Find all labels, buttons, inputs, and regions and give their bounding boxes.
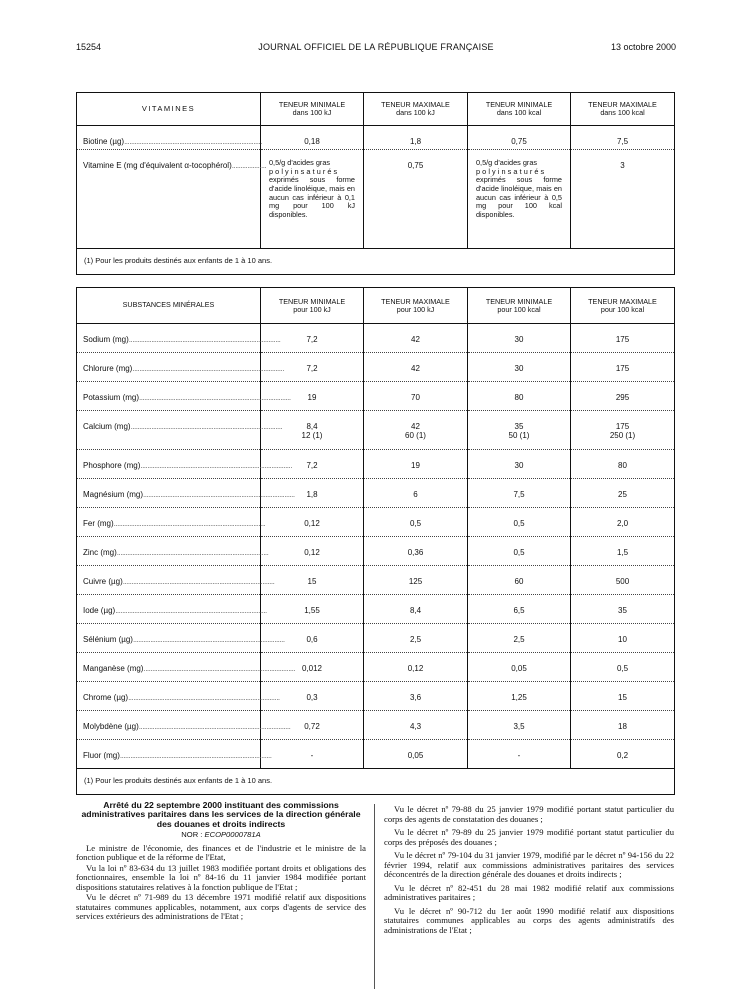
table-cell: 42 bbox=[364, 353, 468, 382]
table-cell: 0,012 bbox=[261, 653, 364, 682]
paragraph: Vu le décret nº 79-89 du 25 janvier 1979 modifié portant statut particulier du corps des préposés des douanes ; bbox=[384, 827, 674, 847]
table-cell: 0,5 bbox=[468, 508, 571, 537]
table-cell: 125 bbox=[364, 566, 468, 595]
table-row bbox=[77, 353, 675, 382]
column-divider bbox=[374, 804, 375, 989]
table-cell: 0,36 bbox=[364, 537, 468, 566]
paragraph: Le ministre de l'économie, des finances et de l'industrie et le ministre de la fonction publique et de la réforme de l'Etat, bbox=[76, 842, 366, 863]
table-row bbox=[77, 150, 675, 249]
table-cell: 2,0 bbox=[571, 508, 675, 537]
row-label: Manganèse (mg)........................................................................................ bbox=[77, 653, 261, 682]
table-cell: 10 bbox=[571, 624, 675, 653]
table-cell: 0,75 bbox=[468, 126, 571, 150]
table-cell: 0,05 bbox=[364, 740, 468, 769]
table-cell: 1,25 bbox=[468, 682, 571, 711]
column-header: SUBSTANCES MINÉRALES bbox=[77, 288, 261, 324]
table-row bbox=[77, 450, 675, 479]
table-header-row bbox=[77, 288, 675, 324]
table-cell: 4,3 bbox=[364, 711, 468, 740]
table-cell: 1,8 bbox=[261, 479, 364, 508]
table-row bbox=[77, 566, 675, 595]
table-cell: 3 bbox=[571, 150, 675, 249]
table-cell: 0,5 bbox=[364, 508, 468, 537]
table-cell: 175 bbox=[571, 353, 675, 382]
table-cell: 0,75 bbox=[364, 150, 468, 249]
table-row bbox=[77, 324, 675, 353]
table-row bbox=[77, 711, 675, 740]
table-row bbox=[77, 508, 675, 537]
table-cell: 30 bbox=[468, 450, 571, 479]
row-label: Potassium (mg)........................................................................................ bbox=[77, 382, 261, 411]
footnote: (1) Pour les produits destinés aux enfants de 1 à 10 ans. bbox=[77, 248, 675, 274]
table-cell: 35 bbox=[571, 595, 675, 624]
table-cell: - bbox=[261, 740, 364, 769]
table-cell: 0,12 bbox=[364, 653, 468, 682]
table-cell: 15 bbox=[571, 682, 675, 711]
table-cell: 0,3 bbox=[261, 682, 364, 711]
table-cell: 42 bbox=[364, 324, 468, 353]
table-cell: 0,05 bbox=[468, 653, 571, 682]
table-cell: 19 bbox=[364, 450, 468, 479]
table-cell: 7,5 bbox=[571, 126, 675, 150]
column-header: TENEUR MAXIMALE dans 100 kcal bbox=[571, 93, 675, 126]
row-label: Fer (mg)........................................................................................ bbox=[77, 508, 261, 537]
column-header: TENEUR MINIMALE pour 100 kJ bbox=[261, 288, 364, 324]
table-row bbox=[77, 382, 675, 411]
vitamins-table bbox=[76, 92, 675, 275]
journal-title: JOURNAL OFFICIEL DE LA RÉPUBLIQUE FRANÇAISE bbox=[258, 42, 494, 52]
footnote: (1) Pour les produits destinés aux enfants de 1 à 10 ans. bbox=[77, 769, 675, 795]
table-cell: 7,2 bbox=[261, 324, 364, 353]
column-header: TENEUR MINIMALE dans 100 kcal bbox=[468, 93, 571, 126]
table-cell: 2,5 bbox=[364, 624, 468, 653]
table-cell: 25 bbox=[571, 479, 675, 508]
table-cell: 7,2 bbox=[261, 450, 364, 479]
table-cell: 0,5/g d'acides gras polyinsaturés exprimés sous forme d'acide linoléique, mais en aucun cas inférieur à 0,1 mg pour 100 kJ disponibles. bbox=[261, 150, 364, 249]
table-cell: 500 bbox=[571, 566, 675, 595]
table-row bbox=[77, 479, 675, 508]
arrete-right-column bbox=[384, 805, 674, 939]
table-cell: 6,5 bbox=[468, 595, 571, 624]
page-header bbox=[76, 42, 676, 56]
table-row bbox=[77, 126, 675, 150]
row-label: Iode (µg)........................................................................................ bbox=[77, 595, 261, 624]
table-row bbox=[77, 537, 675, 566]
table-cell: 0,12 bbox=[261, 508, 364, 537]
row-label: Vitamine E (mg d'équivalent α-tocophérol).................... bbox=[77, 150, 261, 249]
column-header: TENEUR MAXIMALE pour 100 kcal bbox=[571, 288, 675, 324]
table-header-row bbox=[77, 93, 675, 126]
row-label: Chlorure (mg)........................................................................................ bbox=[77, 353, 261, 382]
table-cell: 80 bbox=[468, 382, 571, 411]
table-cell: 18 bbox=[571, 711, 675, 740]
row-label: Zinc (mg)........................................................................................ bbox=[77, 537, 261, 566]
table-cell: 30 bbox=[468, 324, 571, 353]
table-row bbox=[77, 624, 675, 653]
table-cell: 2,5 bbox=[468, 624, 571, 653]
table-cell: 0,5 bbox=[571, 653, 675, 682]
minerals-table bbox=[76, 287, 675, 795]
page-number: 15254 bbox=[76, 42, 102, 52]
publication-date: 13 octobre 2000 bbox=[610, 42, 676, 52]
table-cell: 1,55 bbox=[261, 595, 364, 624]
row-label: Molybdène (µg)........................................................................................ bbox=[77, 711, 261, 740]
table-cell: 8,4 bbox=[364, 595, 468, 624]
table-cell: 6 bbox=[364, 479, 468, 508]
column-header: TENEUR MINIMALE dans 100 kJ bbox=[261, 93, 364, 126]
table-row bbox=[77, 740, 675, 769]
table-cell: 0,2 bbox=[571, 740, 675, 769]
table-cell: - bbox=[468, 740, 571, 769]
table-cell: 0,72 bbox=[261, 711, 364, 740]
table-cell: 3,5 bbox=[468, 711, 571, 740]
table-row bbox=[77, 411, 675, 450]
table-cell: 175 250 (1) bbox=[571, 411, 675, 450]
row-label: Magnésium (mg)........................................................................................ bbox=[77, 479, 261, 508]
row-label: Sélénium (µg)........................................................................................ bbox=[77, 624, 261, 653]
row-label: Phosphore (mg)........................................................................................ bbox=[77, 450, 261, 479]
table-cell: 7,2 bbox=[261, 353, 364, 382]
table-footnote-row bbox=[77, 769, 675, 795]
table-cell: 7,5 bbox=[468, 479, 571, 508]
table-cell: 1,5 bbox=[571, 537, 675, 566]
column-header: VITAMINES bbox=[77, 93, 261, 126]
table-cell: 8,4 12 (1) bbox=[261, 411, 364, 450]
table-cell: 0,6 bbox=[261, 624, 364, 653]
table-cell: 175 bbox=[571, 324, 675, 353]
table-cell: 35 50 (1) bbox=[468, 411, 571, 450]
row-label: Biotine (µg)................................................................................ bbox=[77, 126, 261, 150]
minerals-table-body bbox=[77, 324, 675, 769]
column-header: TENEUR MINIMALE pour 100 kcal bbox=[468, 288, 571, 324]
table-cell: 0,5/g d'acides gras polyinsaturés exprimés sous forme d'acide linoléique, mais en aucun cas inférieur à 0,5 mg pour 100 kcal disponibles. bbox=[468, 150, 571, 249]
row-label: Cuivre (µg)........................................................................................ bbox=[77, 566, 261, 595]
paragraph: Vu le décret nº 82-451 du 28 mai 1982 modifié relatif aux commissions administratives paritaires ; bbox=[384, 882, 674, 902]
column-header: TENEUR MAXIMALE dans 100 kJ bbox=[364, 93, 468, 126]
table-footnote-row bbox=[77, 248, 675, 274]
row-label: Calcium (mg)........................................................................................ bbox=[77, 411, 261, 450]
table-cell: 15 bbox=[261, 566, 364, 595]
table-cell: 0,12 bbox=[261, 537, 364, 566]
table-cell: 30 bbox=[468, 353, 571, 382]
table-cell: 0,18 bbox=[261, 126, 364, 150]
table-row bbox=[77, 653, 675, 682]
table-cell: 70 bbox=[364, 382, 468, 411]
table-cell: 19 bbox=[261, 382, 364, 411]
arrete-title: Arrêté du 22 septembre 2000 instituant des commissions administratives paritaires dans les services de la direction générale des douanes et droits indirects bbox=[81, 800, 361, 829]
table-cell: 3,6 bbox=[364, 682, 468, 711]
paragraph: Vu la loi nº 83-634 du 13 juillet 1983 modifiée portant droits et obligations des fonctionnaires, ensemble la loi nº 84-16 du 11 janvier 1984 modifiée portant dispositions statutaires relatives à la fonction publique de l'Etat ; bbox=[76, 862, 366, 892]
paragraph: Vu le décret nº 90-712 du 1er août 1990 modifié relatif aux dispositions statutaires communes applicables au corps des agents administratifs des administrations de l'Etat ; bbox=[384, 905, 674, 935]
table-cell: 42 60 (1) bbox=[364, 411, 468, 450]
table-row bbox=[77, 595, 675, 624]
row-label: Fluor (mg)........................................................................................ bbox=[77, 740, 261, 769]
table-cell: 60 bbox=[468, 566, 571, 595]
paragraph: Vu le décret nº 79-88 du 25 janvier 1979 modifié portant statut particulier du corps des agents de constatation des douanes ; bbox=[384, 804, 674, 824]
nor-reference: NOR : ECOP0000781A bbox=[181, 830, 261, 840]
row-label: Chrome (µg)........................................................................................ bbox=[77, 682, 261, 711]
paragraph: Vu le décret nº 79-104 du 31 janvier 1979, modifié par le décret nº 94-156 du 22 février 1994, relatif aux commissions administratives paritaires des services déconcentrés de la direction générale des douanes et droits indirects ; bbox=[384, 850, 674, 879]
table-cell: 80 bbox=[571, 450, 675, 479]
table-cell: 0,5 bbox=[468, 537, 571, 566]
table-cell: 295 bbox=[571, 382, 675, 411]
paragraph: Vu le décret nº 71-989 du 13 décembre 1971 modifié relatif aux dispositions statutaires communes applicables, notamment, aux corps d'agents de service des services extérieurs des administrations de l'Etat ; bbox=[76, 892, 366, 922]
table-cell: 1,8 bbox=[364, 126, 468, 150]
table-row bbox=[77, 682, 675, 711]
column-header: TENEUR MAXIMALE pour 100 kJ bbox=[364, 288, 468, 324]
row-label: Sodium (mg)........................................................................................ bbox=[77, 324, 261, 353]
arrete-left-column bbox=[76, 801, 366, 923]
